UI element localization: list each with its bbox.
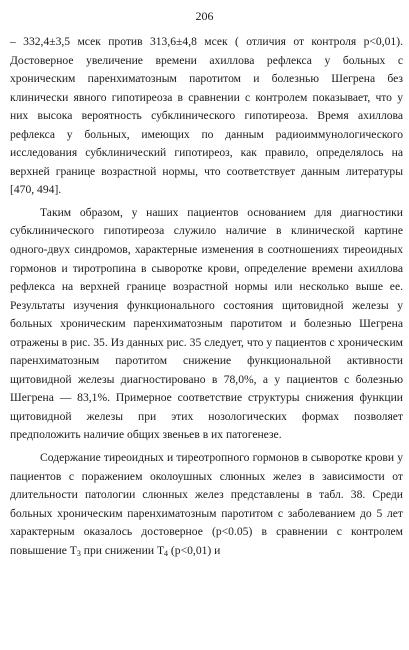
body-text: [10, 33, 403, 560]
subscript-text: 3: [76, 548, 81, 558]
paragraph-text: Таким образом, у наших пациентов основанием для диагностики субклинического гипотиреоза служило наличие в клинической картине одного-двух синдромов, характерные изменения в соотношениях тиреоидных гормонов и тиротропина в сыворотке крови, определение времени ахиллова рефлекса на верхней границе возрастной нормы или несколько выше ее. Результаты изучения функционального состояния щитовидной железы у больных хроническим паренхиматозным паротитом и болезнью Шегрена отражены в рис. 35. Из данных рис. 35 следует, что у пациентов с хроническим паренхиматозным паротитом снижение функциональной активности щитовидной железы диагностировано в 78,0%, а у пациентов с болезнью Шегрена — 83,1%. Примерное соответствие структуры снижения функции щитовидной железы при этих нозологических формах позволяет предположить наличие общих звеньев в их патогенезе.: [10, 205, 403, 442]
paragraph-text: (p<0,01) и: [168, 543, 221, 557]
paragraph-text: – 332,4±3,5 мсек против 313,6±4,8 мсек ( отличия от контроля p<0,01). Достоверное увеличение времени ахиллова рефлекса у больных с хроническим паренхиматозным паротитом и болезнью Шегрена без клинически явного гипотиреоза в сравнении с контролем показывает, что у них высока вероятность субклинического гипотиреоза. Время ахиллова рефлекса у больных, имеющих по данным радиоиммунологического исследования субклинический гипотиреоз, как правило, определялось на верхней границе возрастной нормы, что соответствует данным литературы [470, 494].: [10, 35, 403, 197]
page-number: 206: [195, 9, 214, 23]
paragraph: [10, 33, 403, 200]
subscript-text: 4: [164, 548, 169, 558]
paragraph: [10, 204, 403, 445]
paragraph-text: Содержание тиреоидных и тиреотропного гормонов в сыворотке крови у пациентов с поражением околоушных слюнных желез в зависимости от длительности патологии слюнных желез представлены в табл. 38. Среди больных хроническим паренхиматозным паротитом с заболеванием до 5 лет характерным оказалось достоверное (p<0.05) в сравнении с контролем повышение T: [10, 451, 403, 557]
paragraph-text: при снижении T: [80, 543, 165, 557]
paragraph: [10, 449, 403, 560]
